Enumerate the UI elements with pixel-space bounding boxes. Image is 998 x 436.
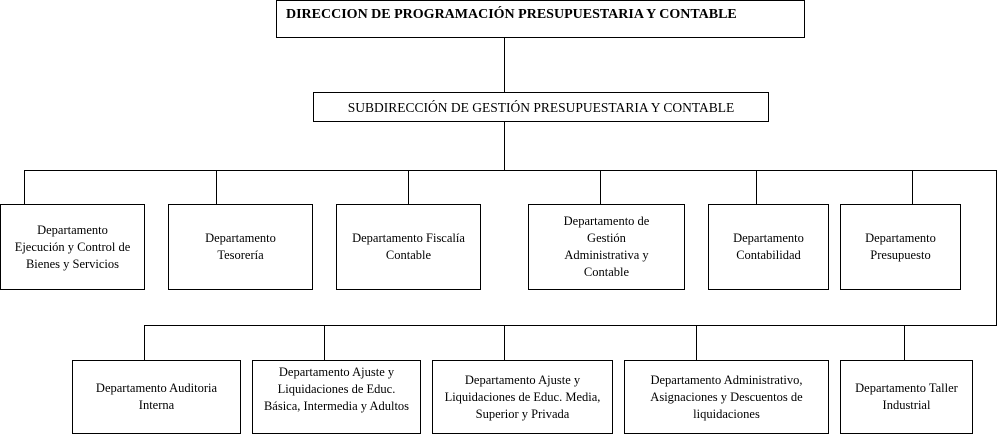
dept-label-ajuste-media: Departamento Ajuste y Liquidaciones de Educ. Media, Superior y Privada xyxy=(444,372,601,421)
root-label: DIRECCION DE PROGRAMACIÓN PRESUPUESTARIA Y CONTABLE xyxy=(286,7,737,22)
sub-label: SUBDIRECCIÓN DE GESTIÓN PRESUPUESTARIA Y CONTABLE xyxy=(347,99,735,115)
dept-label-auditoria: Departamento Auditoria Interna xyxy=(95,381,218,412)
sub-box xyxy=(313,92,769,122)
dept-label-fiscalia: Departamento Fiscalía Contable xyxy=(352,231,465,262)
dept-box-administrativo xyxy=(624,360,829,434)
dept-box-ejecucion xyxy=(0,204,145,290)
dept-label-ajuste-basica: Departamento Ajuste y Liquidaciones de Educ. Básica, Intermedia y Adultos xyxy=(263,365,410,413)
dept-box-auditoria xyxy=(72,360,241,434)
dept-box-ajuste-basica xyxy=(252,360,421,434)
dept-label-ejecucion: Departamento Ejecución y Control de Bienes y Servicios xyxy=(14,222,131,271)
dept-box-fiscalia xyxy=(336,204,481,290)
dept-box-contabilidad xyxy=(708,204,829,290)
dept-box-taller xyxy=(840,360,973,434)
dept-box-presupuesto xyxy=(840,204,961,290)
dept-label-gestion: Departamento de Gestión Administrativa y Contable xyxy=(563,214,650,279)
dept-label-taller: Departamento Taller Industrial xyxy=(855,381,958,412)
dept-box-gestion xyxy=(528,204,685,290)
dept-label-presupuesto: Departamento Presupuesto xyxy=(865,231,936,262)
dept-box-tesoreria xyxy=(168,204,313,290)
dept-box-ajuste-media xyxy=(432,360,613,434)
dept-label-administrativo: Departamento Administrativo, Asignaciones y Descuentos de liquidaciones xyxy=(650,372,803,421)
dept-label-tesoreria: Departamento Tesorería xyxy=(205,231,276,262)
dept-label-contabilidad: Departamento Contabilidad xyxy=(733,231,804,262)
root-box xyxy=(276,0,805,38)
